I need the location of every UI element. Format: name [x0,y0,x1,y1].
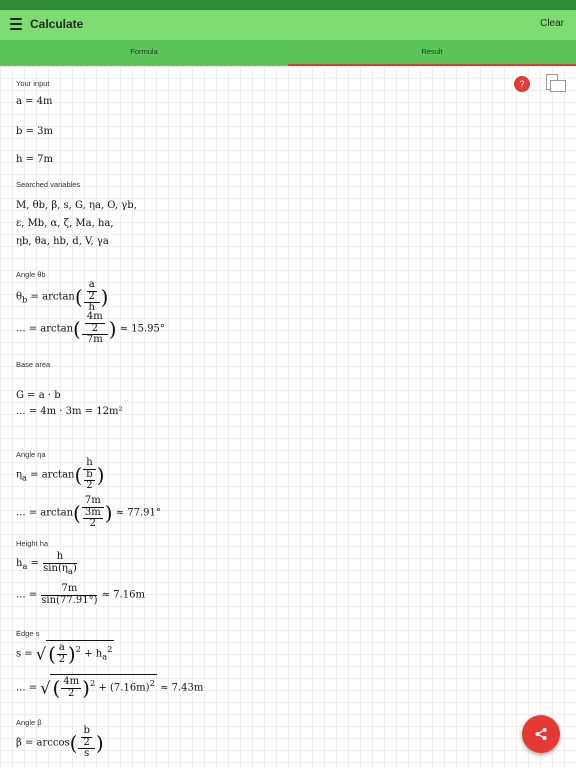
formula-theta-b: $\theta_b = \arctan$( $\frac{\frac{a}{2}}{h}$ ) [16,279,109,313]
calc-base-area: ... = 4m · 3m = 12m² [16,406,123,417]
result-content[interactable] [0,66,576,768]
calc-theta-b: ... = arctan( $\frac{\frac{4m}{2}}{7m}$ ) ≈ 15.95° [16,311,165,345]
formula-eta-a: $\eta_a = \arctan$( $\frac{h}{\frac{b}{2}}$ ) [16,457,105,491]
share-button[interactable] [522,715,560,753]
tab-result[interactable]: Result [288,40,576,66]
result-edge-s: ≈ 7.43m [160,682,204,694]
tab-formula[interactable]: Formula [130,47,158,56]
copy-icon[interactable] [542,72,566,96]
input-b: b = 3m [16,126,53,137]
input-h: h = 7m [16,154,54,165]
calc-eta-a: ... = arctan( $\frac{7m}{\frac{3m}{2}}$ ) ≈ 77.91° [16,495,161,529]
result-height-ha: ≈ 7.16m [101,589,145,601]
section-title-angle-eta-a: Angle ηa [16,450,46,459]
searched-line-3: ηb, θa, hb, d, V, γa [16,236,109,247]
section-title-angle-theta-b: Angle θb [16,270,46,279]
status-bar [0,0,576,10]
section-title-height-ha: Height ha [16,539,49,548]
formula-base-area: G = a · b [16,390,61,401]
menu-icon[interactable] [10,18,22,30]
app-title: Calculate [30,17,84,31]
formula-angle-beta: β = arccos( $\frac{\frac{b}{2}}{s}$ ) [16,725,104,759]
section-title-angle-beta: Angle β [16,718,42,727]
input-a: a = 4m [16,96,53,107]
help-icon[interactable]: ? [514,76,530,92]
app-bar [0,10,576,40]
tab-bar [0,40,576,66]
searched-line-2: ε, Mb, α, ζ, Ma, ha, [16,218,114,229]
clear-button[interactable]: Clear [540,18,564,29]
result-eta-a: ≈ 77.91° [115,507,161,519]
calc-edge-s: ... = √ ( $\frac{4m}{2}$ )$^2 + (7.16m)^2 \approx 7.43m$ [16,676,204,700]
result-theta-b: ≈ 15.95° [119,323,165,335]
formula-height-ha: $h_a$ = $\frac{h}{\sin(\eta_a)}$ [16,551,77,576]
formula-edge-s: s = √ ( $\frac{a}{2}$ )$^2 + h_a^2$ [16,642,113,666]
section-title-input: Your input [16,79,50,88]
searched-line-1: M, θb, β, s, G, ηa, O, γb, [16,200,137,211]
section-title-searched: Searched variables [16,180,81,189]
calc-height-ha: ... = $\frac{7m}{\sin(77.91^\circ)}$ ≈ 7.16m [16,583,145,606]
section-title-base-area: Base area [16,360,51,369]
section-title-edge-s: Edge s [16,629,40,638]
share-icon [534,727,548,741]
